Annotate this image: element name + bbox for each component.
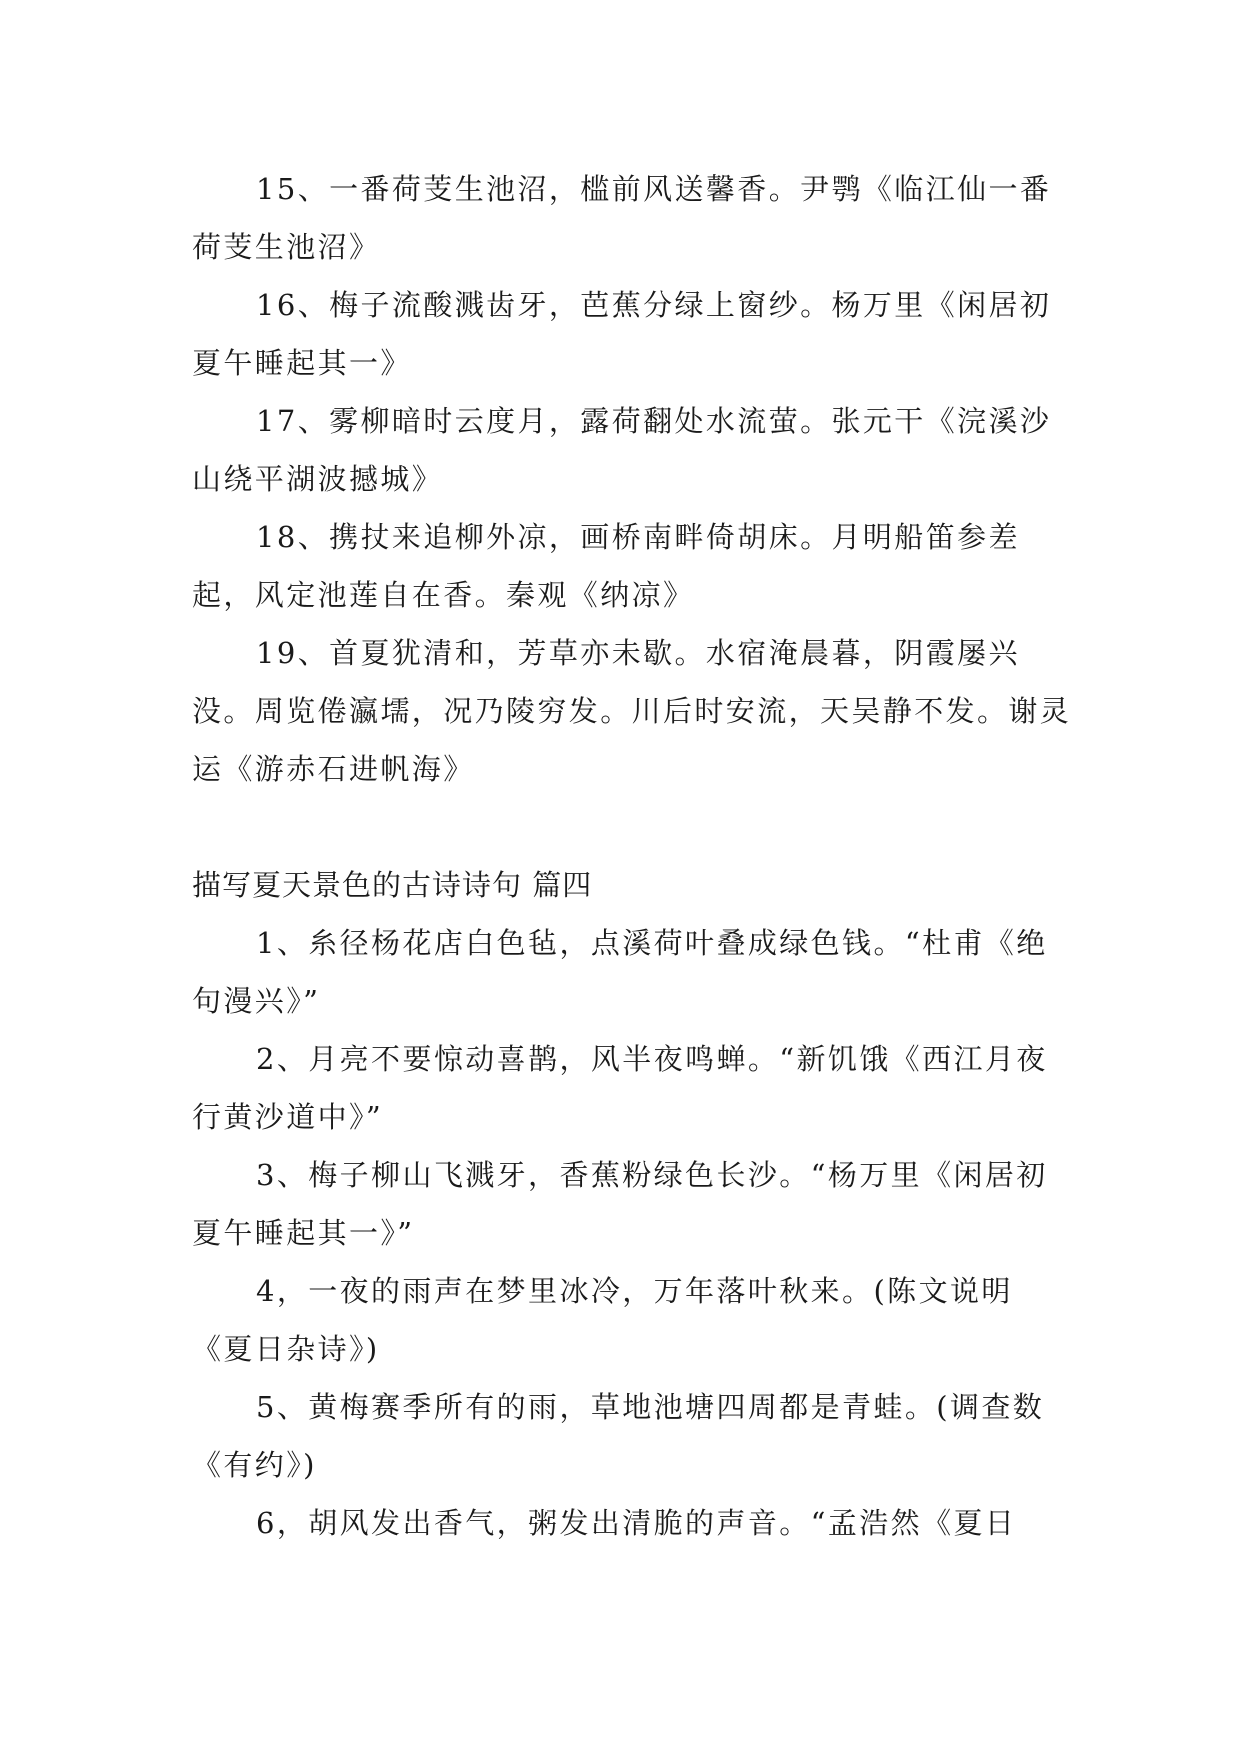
poem-line-5: 5、黄梅赛季所有的雨，草地池塘四周都是青蛙。(调查数《有约》) bbox=[192, 1390, 1045, 1482]
poem-line-1: 1、糸径杨花店白色毡，点溪荷叶叠成绿色钱。“杜甫《绝句漫兴》” bbox=[192, 926, 1048, 1018]
poem-line-17: 17、雾柳暗时云度月，露荷翻处水流萤。张元干《浣溪沙山绕平湖波撼城》 bbox=[192, 404, 1052, 496]
poem-line-19: 19、首夏犹清和，芳草亦未歇。水宿淹晨暮，阴霞屡兴没。周览倦瀛壖，况乃陵穷发。川后时安流，天吴静不发。谢灵运《游赤石进帆海》 bbox=[192, 636, 1072, 786]
poem-line-15: 15、一番荷芰生池沼，槛前风送馨香。尹鹗《临江仙一番荷芰生池沼》 bbox=[192, 172, 1052, 264]
poem-line-6: 6，胡风发出香气，粥发出清脆的声音。“孟浩然《夏日 bbox=[256, 1506, 1017, 1540]
poem-line-18: 18、携扙来追柳外凉，画桥南畔倚胡床。月明船笛参差起，风定池莲自在香。秦观《纳凉》 bbox=[192, 520, 1020, 612]
poem-line-2: 2、月亮不要惊动喜鹊，风半夜鸣蝉。“新饥饿《西江月夜行黄沙道中》” bbox=[192, 1042, 1048, 1134]
document-body bbox=[192, 160, 1072, 1552]
poem-line-4: 4，一夜的雨声在梦里冰冷，万年落叶秋来。(陈文说明《夏日杂诗》) bbox=[192, 1274, 1013, 1366]
poem-line-3: 3、梅子柳山飞溅牙，香蕉粉绿色长沙。“杨万里《闲居初夏午睡起其一》” bbox=[192, 1158, 1048, 1250]
poem-line-16: 16、梅子流酸溅齿牙，芭蕉分绿上窗纱。杨万里《闲居初夏午睡起其一》 bbox=[192, 288, 1052, 380]
section-heading: 描写夏天景色的古诗诗句 篇四 bbox=[192, 868, 593, 902]
